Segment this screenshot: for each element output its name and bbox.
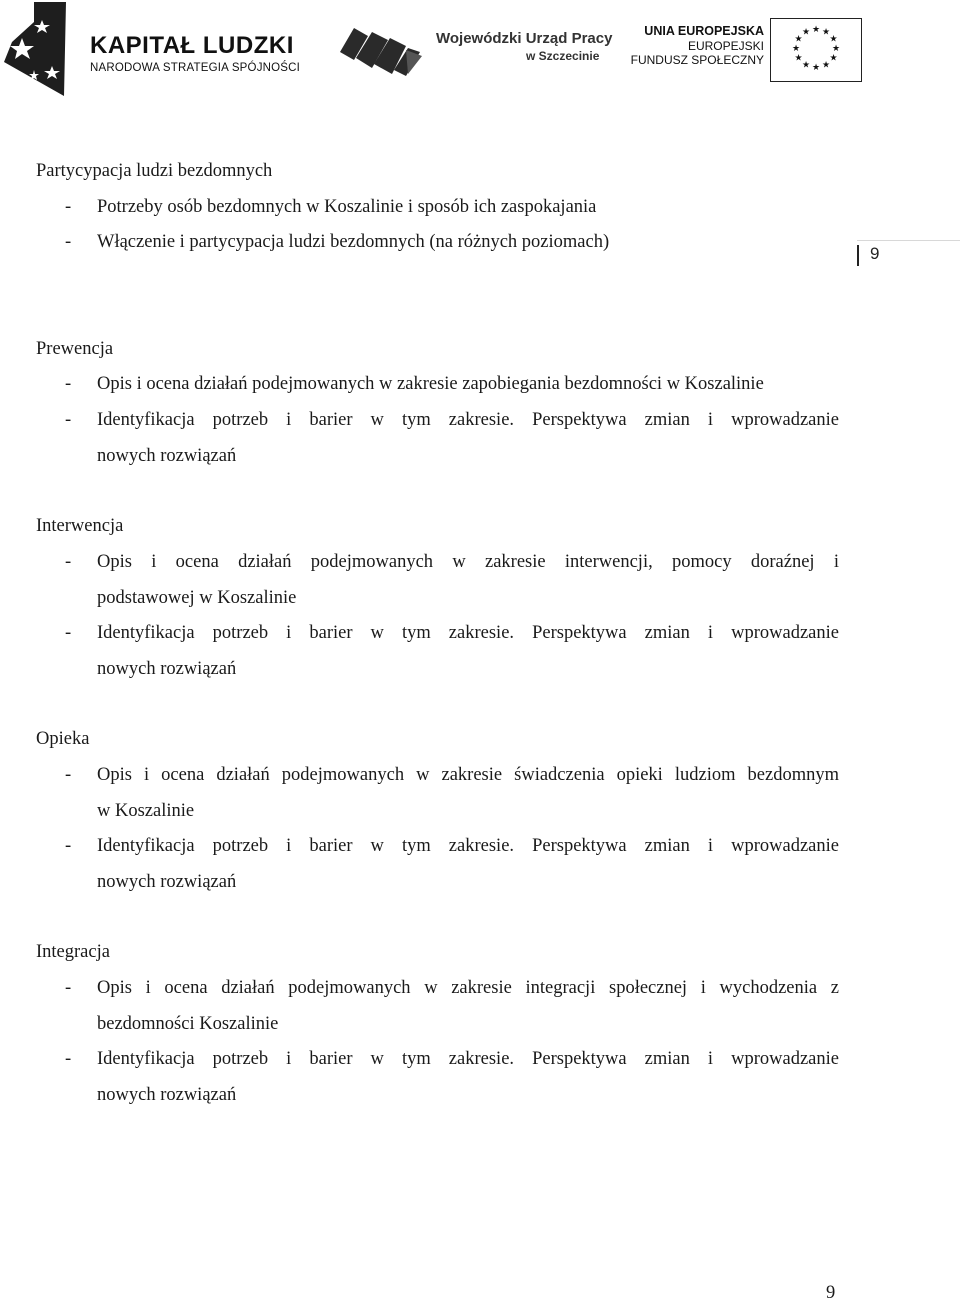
list-item-continuation: bezdomności Koszalinie xyxy=(97,1013,279,1034)
list-item-text: Identyfikacja potrzeb i barier w tym zakresie. Perspektywa zmian i wprowadzanie xyxy=(97,836,839,856)
list-item xyxy=(36,758,839,829)
list-item-text: Opis i ocena działań podejmowanych w zakresie świadczenia opieki ludziom bezdomnym xyxy=(97,765,839,785)
eu-name: UNIA EUROPEJSKA xyxy=(644,24,764,38)
wup-city: w Szczecinie xyxy=(526,49,600,63)
bullet-dash: - xyxy=(65,1049,72,1069)
eu-logo-text xyxy=(631,24,764,67)
bullet-dash: - xyxy=(65,765,72,785)
wup-cards-icon xyxy=(336,22,428,78)
wup-szczecin-logo xyxy=(336,18,613,78)
kapital-ludzki-subtitle: NARODOWA STRATEGIA SPÓJNOŚCI xyxy=(90,62,301,74)
list-item-text: Opis i ocena działań podejmowanych w zakresie integracji społecznej i wychodzenia z xyxy=(97,978,839,998)
list-item-continuation: nowych rozwiązań xyxy=(97,871,237,892)
list-item-text: Opis i ocena działań podejmowanych w zakresie zapobiegania bezdomności w Koszalinie xyxy=(97,374,764,394)
svg-text:★: ★ xyxy=(791,44,801,54)
list-item xyxy=(36,971,839,1042)
list-item xyxy=(36,403,839,474)
list-item-text: Identyfikacja potrzeb i barier w tym zakresie. Perspektywa zmian i wprowadzanie xyxy=(97,410,839,430)
list-item-text: Identyfikacja potrzeb i barier w tym zakresie. Perspektywa zmian i wprowadzanie xyxy=(97,623,839,643)
svg-text:★: ★ xyxy=(829,34,838,45)
bullet-dash: - xyxy=(65,232,72,252)
side-page-number-text: 9 xyxy=(870,244,880,263)
list-item xyxy=(36,1042,839,1113)
section-title-partycypacja: Partycypacja ludzi bezdomnych xyxy=(36,161,273,181)
eu-flag xyxy=(770,18,862,82)
list-item xyxy=(36,225,839,261)
kapital-ludzki-logo xyxy=(4,2,304,96)
bullet-dash: - xyxy=(65,197,72,217)
list-item-continuation: podstawowej w Koszalinie xyxy=(97,587,297,608)
bullet-dash: - xyxy=(65,374,72,394)
list-item-text: Identyfikacja potrzeb i barier w tym zakresie. Perspektywa zmian i wprowadzanie xyxy=(97,1049,839,1069)
svg-text:★: ★ xyxy=(794,34,803,45)
svg-text:★: ★ xyxy=(821,27,831,38)
wup-name: Wojewódzki Urząd Pracy xyxy=(436,30,613,47)
list-item-text: Potrzeby osób bezdomnych w Koszalinie i sposób ich zaspokajania xyxy=(97,197,597,217)
bullet-dash: - xyxy=(65,836,72,856)
bullet-dash: - xyxy=(65,552,72,572)
bullet-dash: - xyxy=(65,978,72,998)
list-item-continuation: nowych rozwiązań xyxy=(97,658,237,679)
eu-fund-line1: EUROPEJSKI xyxy=(687,39,764,53)
section-title-interwencja: Interwencja xyxy=(36,516,124,536)
bullet-dash: - xyxy=(65,410,72,430)
eu-fund-line2: FUNDUSZ SPOŁECZNY xyxy=(630,53,764,67)
eu-logo xyxy=(630,16,866,82)
page-number-bar xyxy=(857,245,859,266)
kapital-ludzki-title: KAPITAŁ LUDZKI xyxy=(90,32,294,59)
svg-text:★: ★ xyxy=(811,25,821,35)
svg-text:★: ★ xyxy=(801,27,811,38)
svg-text:★: ★ xyxy=(829,53,838,64)
section-title-integracja: Integracja xyxy=(36,942,110,962)
kapital-ludzki-emblem-icon xyxy=(4,2,74,96)
list-item-continuation: nowych rozwiązań xyxy=(97,1084,237,1105)
list-item-text: Opis i ocena działań podejmowanych w zakresie interwencji, pomocy doraźnej i xyxy=(97,552,839,572)
section-title-opieka: Opieka xyxy=(36,729,90,749)
side-page-number xyxy=(857,240,960,269)
list-item-continuation: nowych rozwiązań xyxy=(97,445,237,466)
svg-text:★: ★ xyxy=(794,53,803,64)
list-item xyxy=(36,545,839,616)
footer-page-number: 9 xyxy=(826,1283,836,1303)
section-title-prewencja: Prewencja xyxy=(36,339,114,359)
bullet-dash: - xyxy=(65,623,72,643)
eu-stars-icon xyxy=(771,19,861,81)
svg-text:★: ★ xyxy=(831,44,841,54)
svg-text:★: ★ xyxy=(821,60,831,71)
svg-text:★: ★ xyxy=(811,63,821,73)
list-item xyxy=(36,616,839,687)
list-item xyxy=(36,190,839,226)
svg-text:★: ★ xyxy=(801,60,811,71)
list-item xyxy=(36,829,839,900)
list-item xyxy=(36,367,839,403)
list-item-continuation: w Koszalinie xyxy=(97,800,195,821)
list-item-text: Włączenie i partycypacja ludzi bezdomnych (na różnych poziomach) xyxy=(97,232,610,252)
